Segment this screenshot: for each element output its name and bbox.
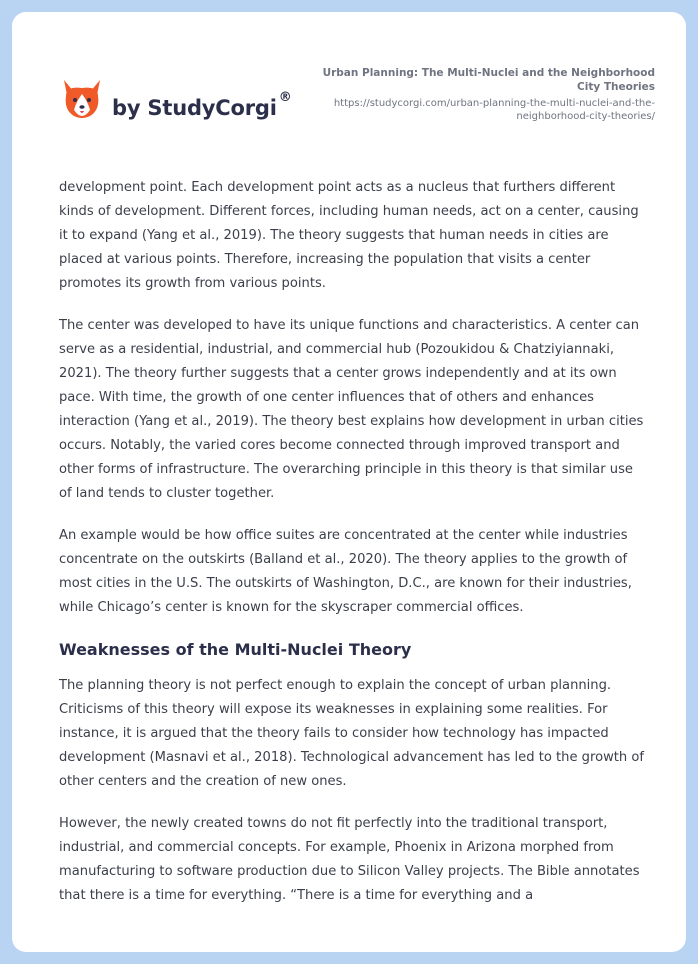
paragraph: The center was developed to have its unique functions and characteristics. A center can serve as a residential, industrial, and commercial hub (Pozoukidou & Chatziyiannaki, 2021). The theory further suggests that a center grows independently and at its own pace. With time, the growth of one center influences that of others and enhances interaction (Yang et al., 2019). The theory best explains how development in urban cities occurs. Notably, the varied cores become connected through improved transport and other forms of infrastructure. The overarching principle in this theory is that similar use of land tends to cluster together. [59,318,644,501]
document-page [12,12,686,952]
document-meta [305,66,655,123]
document-body [59,176,647,926]
section-heading: Weaknesses of the Multi-Nuclei Theory [59,640,412,659]
brand-name [112,90,292,120]
studycorgi-logo[interactable] [60,76,320,128]
page-header [12,12,686,162]
registered-mark: ® [278,90,292,105]
brand-text: by StudyCorgi [112,96,277,120]
paragraph: However, the newly created towns do not fit perfectly into the traditional transport, industrial, and commercial concepts. For example, Phoenix in Arizona morphed from manufacturing to software production due to Silicon Valley projects. The Bible annotates that there is a time for everything. “There is a time for everything and a [59,816,640,903]
paragraph: The planning theory is not perfect enough to explain the concept of urban planning. Criticisms of this theory will expose its weaknesses in explaining some realities. For instance, it is argued that the theory fails to consider how technology has impacted development (Masnavi et al., 2018). Technological advancement has led to the growth of other centers and the creation of new ones. [59,678,645,789]
paragraph: development point. Each development point acts as a nucleus that furthers different kinds of development. Different forces, including human needs, act on a center, causing it to expand (Yang et al., 2019). The theory suggests that human needs in cities are placed at various points. Therefore, increasing the population that visits a center promotes its growth from various points. [59,180,639,291]
paragraph: An example would be how office suites are concentrated at the center while industries concentrate on the outskirts (Balland et al., 2020). The theory applies to the growth of most cities in the U.S. The outskirts of Washington, D.C., are known for their industries, while Chicago’s center is known for the skyscraper commercial offices. [59,528,632,615]
corgi-logo-icon [60,76,104,122]
document-title: Urban Planning: The Multi-Nuclei and the Neighborhood City Theories [322,67,655,93]
document-url[interactable]: https://studycorgi.com/urban-planning-the-multi-nuclei-and-the-neighborhood-city-theories/ [333,98,655,122]
